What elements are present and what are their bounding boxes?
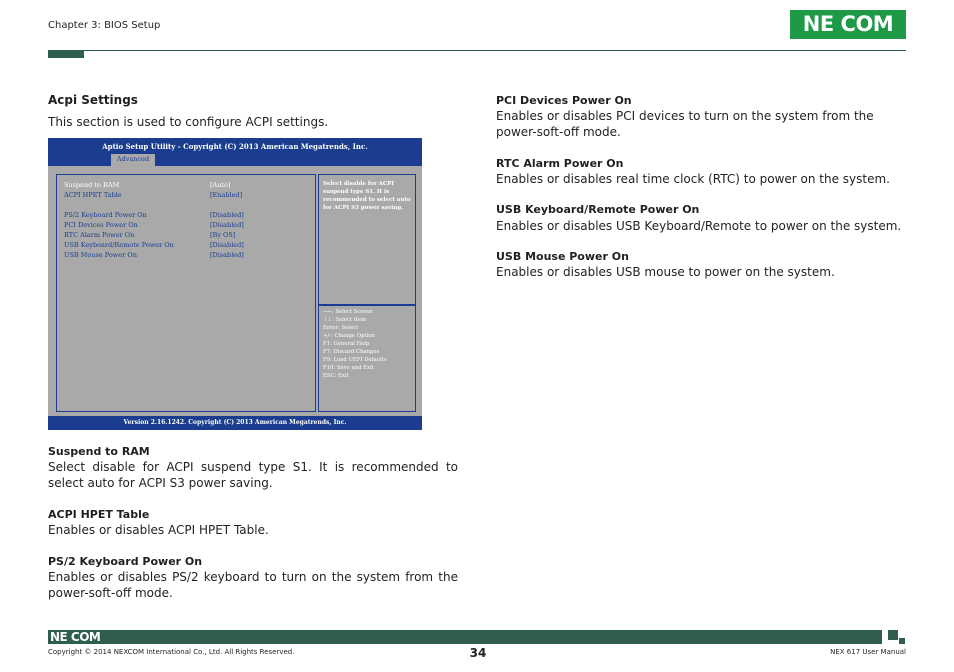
bios-options-panel — [56, 174, 316, 412]
bios-title: Aptio Setup Utility - Copyright (C) 2013 American Megatrends, Inc. — [102, 142, 368, 151]
section-title: Acpi Settings — [48, 93, 138, 107]
footer-manual-title: NEX 617 User Manual — [830, 648, 906, 656]
header-tab-accent — [48, 50, 84, 58]
item-description: Select disable for ACPI suspend type S1. It is recommended to select auto for ACPI S3 power saving. — [48, 460, 458, 490]
page-number: 34 — [469, 646, 487, 660]
bios-option-label: RTC Alarm Power On — [64, 231, 135, 239]
footer-nexcom-logo: NE COM — [50, 630, 101, 644]
item-description: Enables or disables real time clock (RTC) to power on the system. — [496, 172, 890, 186]
item-heading: USB Mouse Power On — [496, 250, 629, 263]
bios-option-value: [Auto] — [210, 181, 231, 189]
bios-option-label: PCI Devices Power On — [64, 221, 138, 229]
bios-tab-label: Advanced — [116, 155, 150, 163]
item-description: Enables or disables PCI devices to turn on the system from the power-soft-off mode. — [496, 109, 874, 139]
item-heading: PS/2 Keyboard Power On — [48, 555, 203, 568]
bios-option-label: Suspend to RAM — [64, 181, 120, 189]
bios-key-item: ESC: Exit — [323, 373, 349, 379]
bios-option-label: PS/2 Keyboard Power On — [64, 211, 147, 219]
chapter-label: Chapter 3: BIOS Setup — [48, 20, 161, 31]
bios-key-item: F10: Save and Exit — [323, 365, 374, 371]
nexcom-logo-text: NE COM — [802, 12, 894, 36]
section-intro: This section is used to configure ACPI settings. — [48, 115, 329, 129]
item-description: Enables or disables USB Keyboard/Remote to power on the system. — [496, 219, 902, 233]
item-description: Enables or disables PS/2 keyboard to turn on the system from the power-soft-off mode. — [48, 570, 458, 600]
bios-key-item: F1: General Help — [323, 341, 370, 347]
footer-small-square-icon — [899, 638, 905, 644]
footer-bar — [48, 630, 882, 644]
bios-key-item: →←: Select Screen — [323, 309, 373, 315]
item-heading: ACPI HPET Table — [48, 508, 150, 521]
item-heading: USB Keyboard/Remote Power On — [496, 203, 700, 216]
bios-key-legend — [323, 308, 413, 380]
bios-key-item: +/-: Change Option — [323, 333, 375, 339]
bios-option-label: USB Keyboard/Remote Power On — [64, 241, 174, 249]
bios-option-value: [Disabled] — [210, 241, 244, 249]
bios-option-label: ACPI HPET Table — [64, 191, 122, 199]
bios-key-item: F9: Load UEFI Defaults — [323, 357, 387, 363]
bios-help-text: Select disable for ACPI suspend type S1. It is recommended to select auto for ACPI S3 power saving. — [323, 181, 411, 211]
bios-key-item: F7: Discard Changes — [323, 349, 380, 355]
item-heading: Suspend to RAM — [48, 445, 150, 458]
bios-option-label: USB Mouse Power On — [64, 251, 137, 259]
item-heading: PCI Devices Power On — [496, 94, 632, 107]
bios-option-value: [By OS] — [210, 231, 236, 239]
bios-key-item: ↑↓: Select Item — [323, 317, 367, 323]
bios-footer-text: Version 2.16.1242. Copyright (C) 2013 American Megatrends, Inc. — [123, 419, 347, 426]
bios-key-item: Enter: Select — [323, 325, 359, 331]
bios-option-value: [Disabled] — [210, 221, 244, 229]
footer-copyright: Copyright © 2014 NEXCOM International Co., Ltd. All Rights Reserved. — [48, 648, 295, 656]
item-description: Enables or disables USB mouse to power on the system. — [496, 265, 835, 279]
item-description: Enables or disables ACPI HPET Table. — [48, 523, 269, 537]
bios-option-value: [Disabled] — [210, 211, 244, 219]
header-rule — [48, 50, 906, 51]
item-heading: RTC Alarm Power On — [496, 157, 624, 170]
bios-option-value: [Enabled] — [210, 191, 243, 199]
bios-option-value: [Disabled] — [210, 251, 244, 259]
footer-square-icon — [888, 630, 898, 640]
